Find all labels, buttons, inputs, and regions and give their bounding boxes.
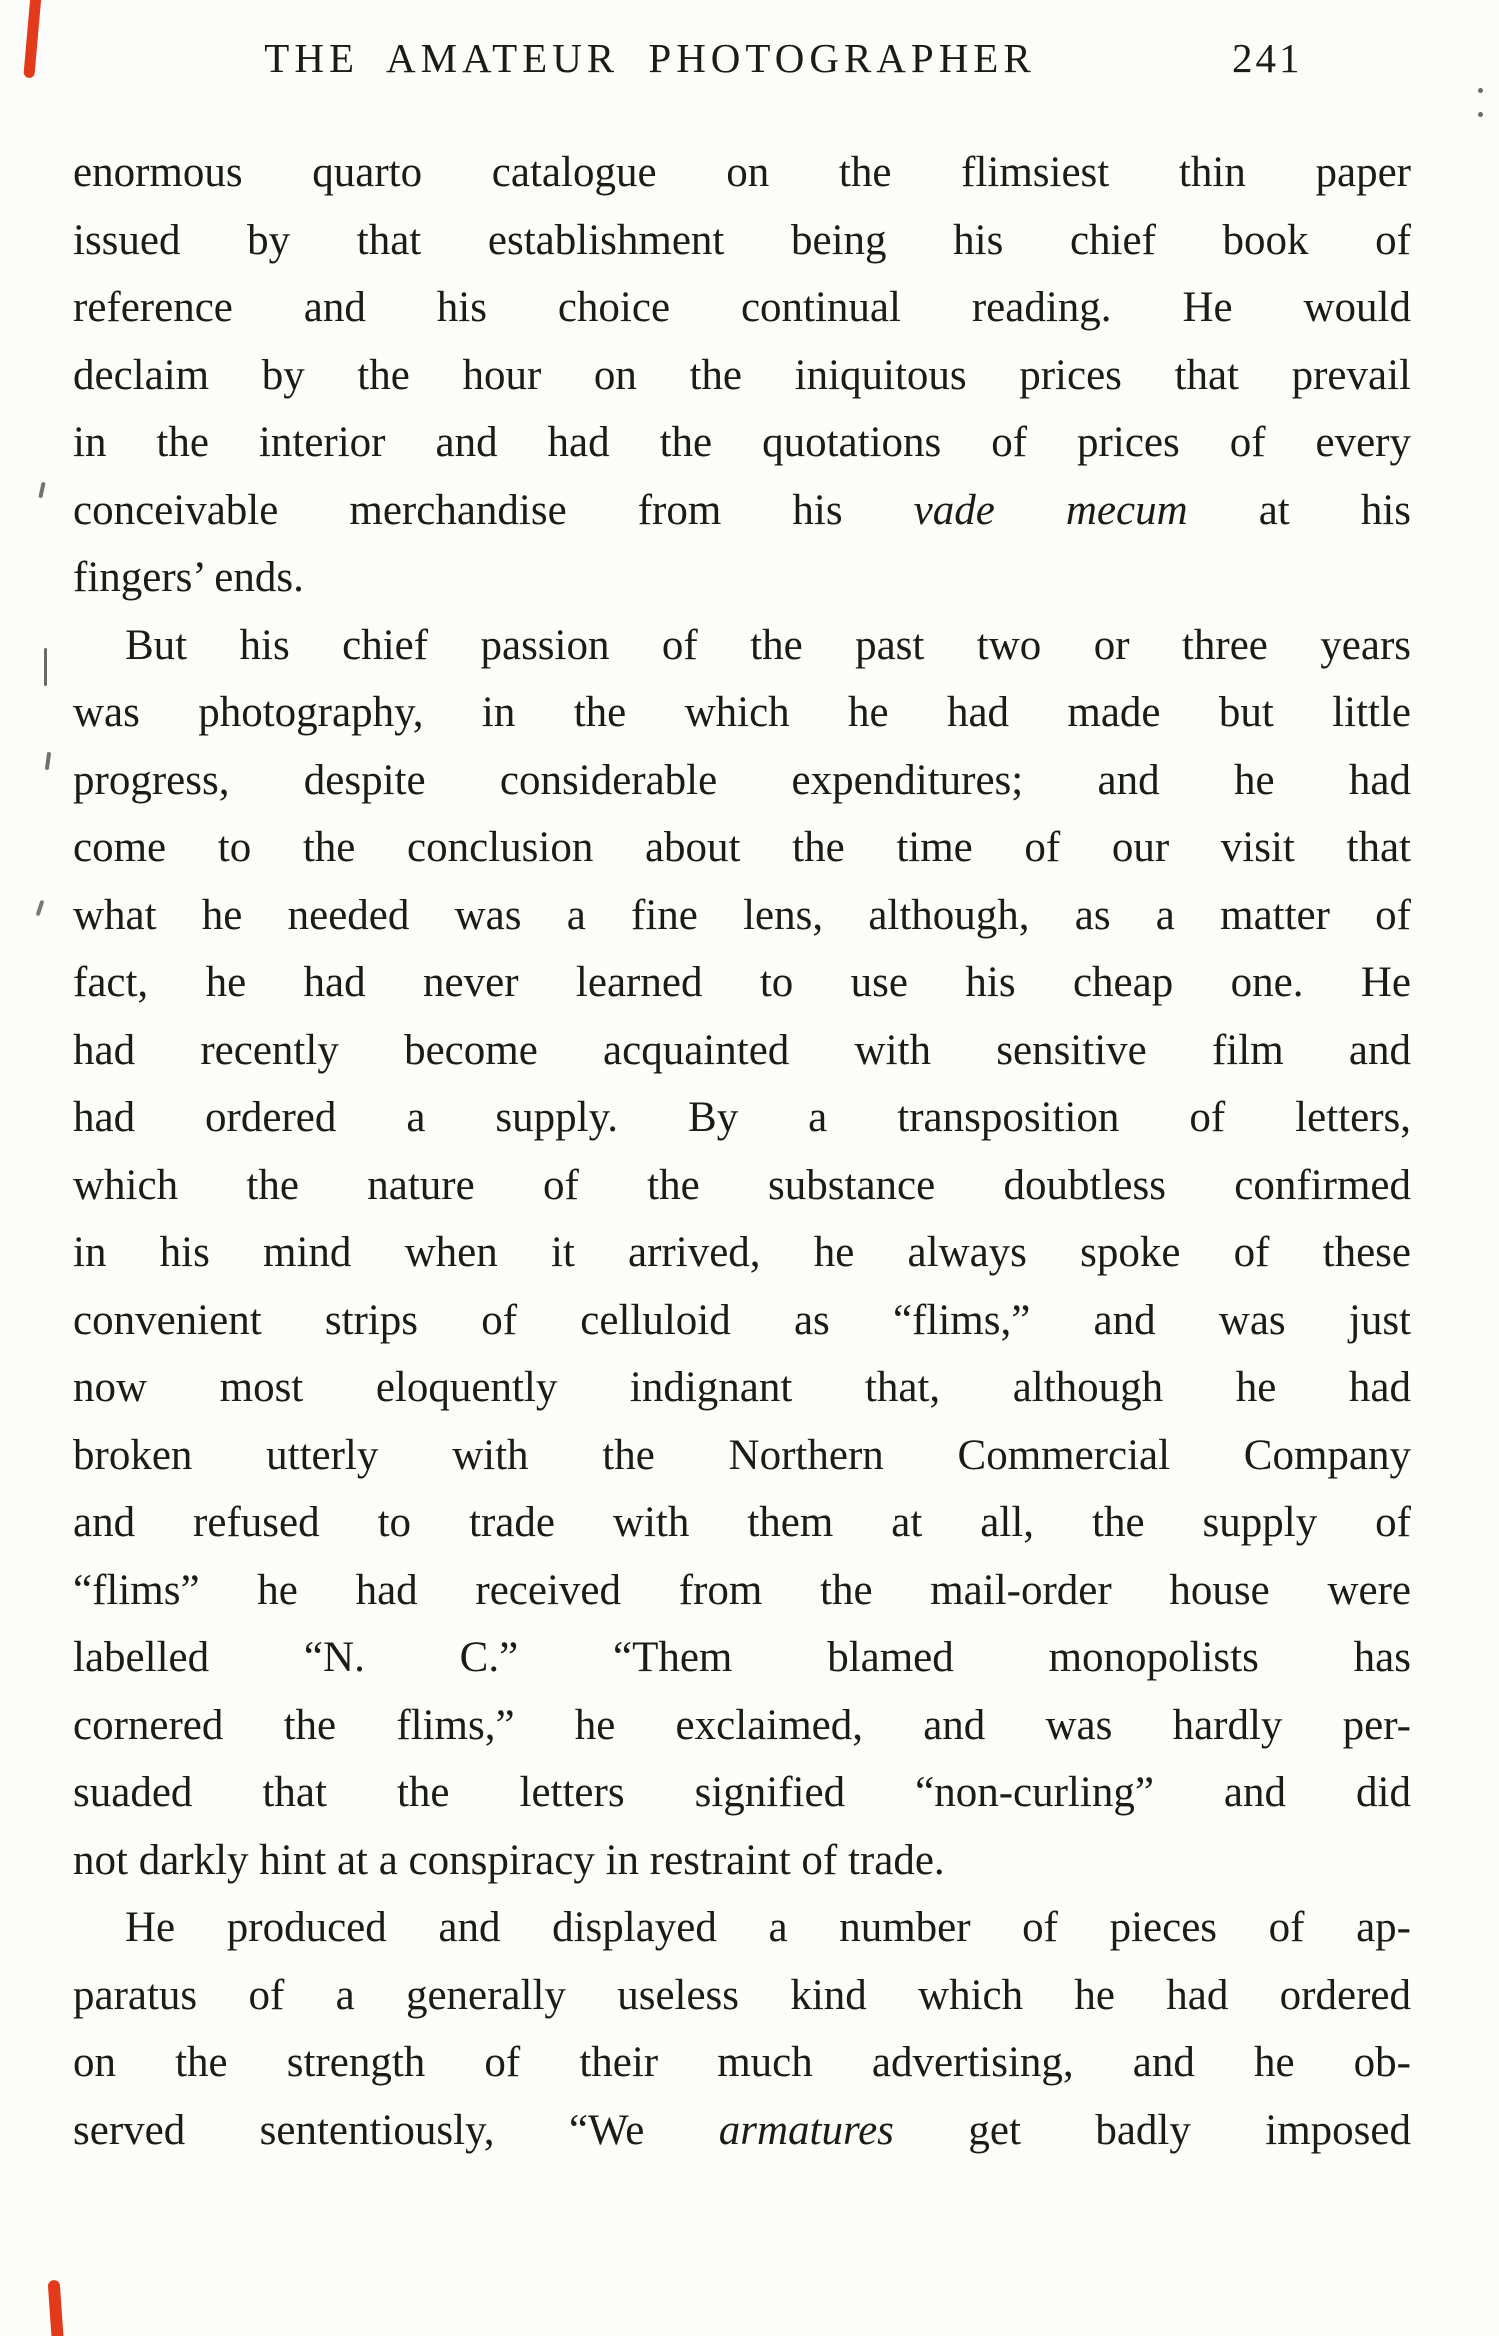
text-line: He produced and displayed a number of pieces of ap-: [125, 1904, 1411, 1951]
red-ink-mark-bottom: [48, 2280, 65, 2336]
running-header: [0, 34, 1499, 94]
paragraph: [73, 139, 1411, 612]
text-line: labelled “N. C.” “Them blamed monopolists has: [73, 1634, 1411, 1681]
scan-speck: [1478, 112, 1483, 117]
text-line: enormous quarto catalogue on the flimsiest thin paper: [73, 149, 1411, 196]
text-line: cornered the flims,” he exclaimed, and was hardly per-: [73, 1701, 1411, 1749]
text-line: declaim by the hour on the iniquitous prices that prevail: [73, 351, 1411, 399]
text-line: which the nature of the substance doubtless confirmed: [73, 1161, 1411, 1209]
text-line: But his chief passion of the past two or three years: [125, 621, 1411, 669]
text-line: and refused to trade with them at all, the supply of: [73, 1499, 1411, 1546]
text-line: had recently become acquainted with sensitive film and: [73, 1026, 1411, 1074]
page-number: 241: [1232, 35, 1303, 81]
stray-mark: [36, 900, 45, 916]
stray-mark: [44, 648, 47, 686]
text-line: served sententiously, “We armatures get badly imposed: [73, 2106, 1411, 2154]
text-line: fact, he had never learned to use his cheap one. He: [73, 959, 1411, 1006]
text-line: convenient strips of celluloid as “flims,” and was just: [73, 1296, 1411, 1344]
text-line: not darkly hint at a conspiracy in restraint of trade.: [73, 1836, 945, 1884]
stray-mark: [38, 482, 45, 498]
text-line: suaded that the letters signified “non-curling” and did: [73, 1769, 1411, 1816]
text-line: reference and his choice continual reading. He would: [73, 284, 1411, 331]
text-line: in his mind when it arrived, he always spoke of these: [73, 1229, 1411, 1276]
stray-mark: [45, 752, 51, 770]
text-line: now most eloquently indignant that, although he had: [73, 1364, 1411, 1411]
text-line: fingers’ ends.: [73, 554, 304, 601]
paragraph: [73, 612, 1411, 1895]
text-line: what he needed was a fine lens, although, as a matter of: [73, 891, 1411, 939]
text-line: in the interior and had the quotations of prices of every: [73, 419, 1411, 466]
text-line: was photography, in the which he had made but little: [73, 689, 1411, 736]
text-block: [73, 139, 1411, 2164]
text-line: conceivable merchandise from his vade mecum at his: [73, 486, 1411, 534]
text-line: on the strength of their much advertising, and he ob-: [73, 2039, 1411, 2086]
text-line: “flims” he had received from the mail-order house were: [73, 1566, 1411, 1614]
text-line: progress, despite considerable expenditures; and he had: [73, 756, 1411, 804]
page-title: THE AMATEUR PHOTOGRAPHER: [264, 35, 1036, 81]
text-line: paratus of a generally useless kind which he had ordered: [73, 1971, 1411, 2019]
text-line: issued by that establishment being his chief book of: [73, 216, 1411, 264]
text-line: had ordered a supply. By a transposition of letters,: [73, 1094, 1411, 1141]
text-line: broken utterly with the Northern Commercial Company: [73, 1431, 1411, 1479]
paragraph: [73, 1894, 1411, 2164]
text-line: come to the conclusion about the time of our visit that: [73, 824, 1411, 871]
